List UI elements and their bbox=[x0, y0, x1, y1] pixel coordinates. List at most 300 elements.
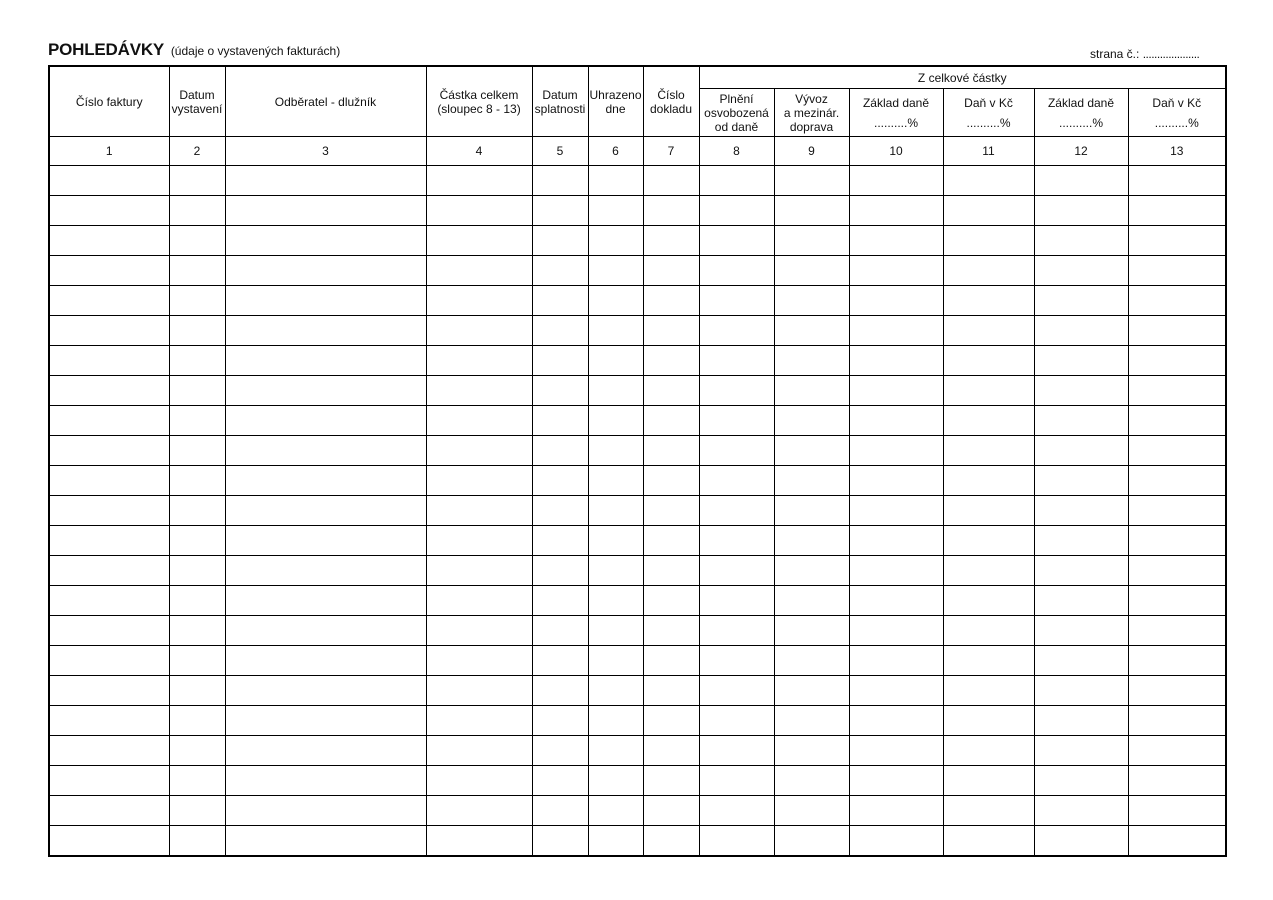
entry-cell[interactable] bbox=[943, 406, 1034, 436]
entry-cell[interactable] bbox=[49, 346, 169, 376]
entry-cell[interactable] bbox=[169, 286, 225, 316]
entry-cell[interactable] bbox=[1128, 286, 1226, 316]
entry-cell[interactable] bbox=[1034, 376, 1128, 406]
entry-cell[interactable] bbox=[426, 466, 532, 496]
entry-cell[interactable] bbox=[699, 646, 774, 676]
entry-cell[interactable] bbox=[49, 196, 169, 226]
entry-cell[interactable] bbox=[49, 166, 169, 196]
entry-cell[interactable] bbox=[699, 586, 774, 616]
entry-cell[interactable] bbox=[169, 556, 225, 586]
entry-cell[interactable] bbox=[774, 586, 849, 616]
entry-cell[interactable] bbox=[774, 316, 849, 346]
entry-cell[interactable] bbox=[49, 466, 169, 496]
entry-cell[interactable] bbox=[169, 256, 225, 286]
entry-cell[interactable] bbox=[225, 196, 426, 226]
entry-cell[interactable] bbox=[699, 526, 774, 556]
entry-cell[interactable] bbox=[1034, 646, 1128, 676]
entry-cell[interactable] bbox=[943, 706, 1034, 736]
entry-cell[interactable] bbox=[943, 796, 1034, 826]
entry-cell[interactable] bbox=[774, 496, 849, 526]
entry-cell[interactable] bbox=[699, 226, 774, 256]
entry-cell[interactable] bbox=[1128, 796, 1226, 826]
entry-cell[interactable] bbox=[532, 766, 588, 796]
entry-cell[interactable] bbox=[588, 586, 643, 616]
entry-cell[interactable] bbox=[225, 826, 426, 857]
entry-cell[interactable] bbox=[169, 466, 225, 496]
entry-cell[interactable] bbox=[774, 466, 849, 496]
entry-cell[interactable] bbox=[849, 316, 943, 346]
entry-cell[interactable] bbox=[943, 286, 1034, 316]
entry-cell[interactable] bbox=[643, 826, 699, 857]
entry-cell[interactable] bbox=[943, 316, 1034, 346]
entry-cell[interactable] bbox=[49, 706, 169, 736]
entry-cell[interactable] bbox=[699, 436, 774, 466]
entry-cell[interactable] bbox=[532, 526, 588, 556]
entry-cell[interactable] bbox=[699, 316, 774, 346]
entry-cell[interactable] bbox=[169, 616, 225, 646]
entry-cell[interactable] bbox=[774, 616, 849, 646]
entry-cell[interactable] bbox=[774, 826, 849, 857]
entry-cell[interactable] bbox=[643, 796, 699, 826]
entry-cell[interactable] bbox=[1034, 796, 1128, 826]
entry-cell[interactable] bbox=[1128, 436, 1226, 466]
entry-cell[interactable] bbox=[699, 616, 774, 646]
entry-cell[interactable] bbox=[225, 286, 426, 316]
entry-cell[interactable] bbox=[699, 706, 774, 736]
entry-cell[interactable] bbox=[774, 286, 849, 316]
entry-cell[interactable] bbox=[774, 226, 849, 256]
entry-cell[interactable] bbox=[532, 496, 588, 526]
entry-cell[interactable] bbox=[1034, 406, 1128, 436]
entry-cell[interactable] bbox=[426, 736, 532, 766]
entry-cell[interactable] bbox=[532, 556, 588, 586]
entry-cell[interactable] bbox=[169, 196, 225, 226]
entry-cell[interactable] bbox=[225, 376, 426, 406]
entry-cell[interactable] bbox=[169, 826, 225, 857]
entry-cell[interactable] bbox=[588, 466, 643, 496]
entry-cell[interactable] bbox=[588, 346, 643, 376]
entry-cell[interactable] bbox=[943, 766, 1034, 796]
entry-cell[interactable] bbox=[774, 526, 849, 556]
page-number-blank[interactable]: .................... bbox=[1142, 47, 1200, 61]
entry-cell[interactable] bbox=[169, 766, 225, 796]
entry-cell[interactable] bbox=[1034, 706, 1128, 736]
entry-cell[interactable] bbox=[588, 706, 643, 736]
entry-cell[interactable] bbox=[588, 496, 643, 526]
entry-cell[interactable] bbox=[1034, 496, 1128, 526]
entry-cell[interactable] bbox=[426, 616, 532, 646]
entry-cell[interactable] bbox=[588, 646, 643, 676]
entry-cell[interactable] bbox=[1034, 526, 1128, 556]
entry-cell[interactable] bbox=[532, 676, 588, 706]
entry-cell[interactable] bbox=[588, 676, 643, 706]
entry-cell[interactable] bbox=[643, 616, 699, 646]
entry-cell[interactable] bbox=[588, 736, 643, 766]
entry-cell[interactable] bbox=[849, 466, 943, 496]
entry-cell[interactable] bbox=[699, 196, 774, 226]
entry-cell[interactable] bbox=[532, 646, 588, 676]
entry-cell[interactable] bbox=[643, 256, 699, 286]
entry-cell[interactable] bbox=[774, 406, 849, 436]
entry-cell[interactable] bbox=[699, 556, 774, 586]
entry-cell[interactable] bbox=[1128, 226, 1226, 256]
entry-cell[interactable] bbox=[49, 316, 169, 346]
entry-cell[interactable] bbox=[588, 796, 643, 826]
entry-cell[interactable] bbox=[426, 286, 532, 316]
entry-cell[interactable] bbox=[225, 556, 426, 586]
entry-cell[interactable] bbox=[774, 256, 849, 286]
entry-cell[interactable] bbox=[643, 406, 699, 436]
entry-cell[interactable] bbox=[225, 496, 426, 526]
entry-cell[interactable] bbox=[643, 166, 699, 196]
entry-cell[interactable] bbox=[849, 286, 943, 316]
entry-cell[interactable] bbox=[643, 466, 699, 496]
entry-cell[interactable] bbox=[49, 796, 169, 826]
entry-cell[interactable] bbox=[849, 646, 943, 676]
entry-cell[interactable] bbox=[426, 796, 532, 826]
entry-cell[interactable] bbox=[943, 646, 1034, 676]
entry-cell[interactable] bbox=[643, 346, 699, 376]
entry-cell[interactable] bbox=[943, 376, 1034, 406]
rate-blank[interactable]: ..........% bbox=[966, 115, 1011, 130]
entry-cell[interactable] bbox=[532, 706, 588, 736]
entry-cell[interactable] bbox=[225, 346, 426, 376]
entry-cell[interactable] bbox=[426, 256, 532, 286]
entry-cell[interactable] bbox=[49, 646, 169, 676]
entry-cell[interactable] bbox=[1128, 256, 1226, 286]
entry-cell[interactable] bbox=[774, 646, 849, 676]
entry-cell[interactable] bbox=[225, 616, 426, 646]
entry-cell[interactable] bbox=[588, 526, 643, 556]
entry-cell[interactable] bbox=[49, 496, 169, 526]
entry-cell[interactable] bbox=[699, 466, 774, 496]
entry-cell[interactable] bbox=[49, 586, 169, 616]
entry-cell[interactable] bbox=[588, 826, 643, 857]
entry-cell[interactable] bbox=[774, 556, 849, 586]
entry-cell[interactable] bbox=[426, 706, 532, 736]
entry-cell[interactable] bbox=[643, 376, 699, 406]
entry-cell[interactable] bbox=[1034, 556, 1128, 586]
entry-cell[interactable] bbox=[169, 406, 225, 436]
entry-cell[interactable] bbox=[588, 766, 643, 796]
entry-cell[interactable] bbox=[49, 736, 169, 766]
entry-cell[interactable] bbox=[1034, 256, 1128, 286]
entry-cell[interactable] bbox=[426, 166, 532, 196]
entry-cell[interactable] bbox=[643, 736, 699, 766]
entry-cell[interactable] bbox=[225, 226, 426, 256]
entry-cell[interactable] bbox=[1034, 586, 1128, 616]
entry-cell[interactable] bbox=[1128, 166, 1226, 196]
entry-cell[interactable] bbox=[532, 406, 588, 436]
entry-cell[interactable] bbox=[849, 256, 943, 286]
entry-cell[interactable] bbox=[774, 706, 849, 736]
entry-cell[interactable] bbox=[426, 556, 532, 586]
entry-cell[interactable] bbox=[849, 586, 943, 616]
entry-cell[interactable] bbox=[849, 406, 943, 436]
entry-cell[interactable] bbox=[643, 766, 699, 796]
entry-cell[interactable] bbox=[49, 286, 169, 316]
entry-cell[interactable] bbox=[49, 526, 169, 556]
entry-cell[interactable] bbox=[943, 736, 1034, 766]
entry-cell[interactable] bbox=[225, 436, 426, 466]
entry-cell[interactable] bbox=[225, 466, 426, 496]
entry-cell[interactable] bbox=[1128, 376, 1226, 406]
entry-cell[interactable] bbox=[426, 676, 532, 706]
entry-cell[interactable] bbox=[225, 166, 426, 196]
entry-cell[interactable] bbox=[225, 676, 426, 706]
entry-cell[interactable] bbox=[849, 346, 943, 376]
entry-cell[interactable] bbox=[774, 346, 849, 376]
entry-cell[interactable] bbox=[49, 226, 169, 256]
entry-cell[interactable] bbox=[532, 166, 588, 196]
entry-cell[interactable] bbox=[426, 826, 532, 857]
entry-cell[interactable] bbox=[643, 436, 699, 466]
entry-cell[interactable] bbox=[426, 226, 532, 256]
entry-cell[interactable] bbox=[49, 256, 169, 286]
entry-cell[interactable] bbox=[943, 166, 1034, 196]
entry-cell[interactable] bbox=[643, 496, 699, 526]
entry-cell[interactable] bbox=[849, 676, 943, 706]
entry-cell[interactable] bbox=[49, 676, 169, 706]
entry-cell[interactable] bbox=[225, 256, 426, 286]
entry-cell[interactable] bbox=[426, 496, 532, 526]
entry-cell[interactable] bbox=[588, 406, 643, 436]
entry-cell[interactable] bbox=[532, 376, 588, 406]
entry-cell[interactable] bbox=[849, 826, 943, 857]
entry-cell[interactable] bbox=[426, 766, 532, 796]
entry-cell[interactable] bbox=[426, 406, 532, 436]
entry-cell[interactable] bbox=[169, 646, 225, 676]
entry-cell[interactable] bbox=[169, 436, 225, 466]
entry-cell[interactable] bbox=[1034, 346, 1128, 376]
entry-cell[interactable] bbox=[849, 226, 943, 256]
entry-cell[interactable] bbox=[588, 286, 643, 316]
entry-cell[interactable] bbox=[588, 376, 643, 406]
entry-cell[interactable] bbox=[1034, 166, 1128, 196]
entry-cell[interactable] bbox=[1128, 316, 1226, 346]
entry-cell[interactable] bbox=[426, 376, 532, 406]
entry-cell[interactable] bbox=[532, 616, 588, 646]
entry-cell[interactable] bbox=[849, 436, 943, 466]
entry-cell[interactable] bbox=[774, 676, 849, 706]
entry-cell[interactable] bbox=[774, 376, 849, 406]
entry-cell[interactable] bbox=[588, 556, 643, 586]
entry-cell[interactable] bbox=[1034, 226, 1128, 256]
entry-cell[interactable] bbox=[1128, 406, 1226, 436]
entry-cell[interactable] bbox=[849, 736, 943, 766]
entry-cell[interactable] bbox=[49, 436, 169, 466]
entry-cell[interactable] bbox=[49, 406, 169, 436]
entry-cell[interactable] bbox=[169, 676, 225, 706]
entry-cell[interactable] bbox=[943, 196, 1034, 226]
entry-cell[interactable] bbox=[225, 406, 426, 436]
entry-cell[interactable] bbox=[225, 586, 426, 616]
entry-cell[interactable] bbox=[849, 196, 943, 226]
entry-cell[interactable] bbox=[225, 736, 426, 766]
entry-cell[interactable] bbox=[49, 376, 169, 406]
entry-cell[interactable] bbox=[169, 586, 225, 616]
entry-cell[interactable] bbox=[588, 226, 643, 256]
entry-cell[interactable] bbox=[699, 676, 774, 706]
entry-cell[interactable] bbox=[532, 586, 588, 616]
entry-cell[interactable] bbox=[169, 316, 225, 346]
entry-cell[interactable] bbox=[169, 796, 225, 826]
entry-cell[interactable] bbox=[849, 556, 943, 586]
rate-blank[interactable]: ..........% bbox=[1058, 115, 1103, 130]
entry-cell[interactable] bbox=[774, 736, 849, 766]
entry-cell[interactable] bbox=[1128, 346, 1226, 376]
entry-cell[interactable] bbox=[49, 766, 169, 796]
entry-cell[interactable] bbox=[169, 166, 225, 196]
entry-cell[interactable] bbox=[1128, 646, 1226, 676]
entry-cell[interactable] bbox=[532, 286, 588, 316]
entry-cell[interactable] bbox=[588, 436, 643, 466]
entry-cell[interactable] bbox=[643, 706, 699, 736]
entry-cell[interactable] bbox=[588, 196, 643, 226]
entry-cell[interactable] bbox=[1128, 496, 1226, 526]
entry-cell[interactable] bbox=[1034, 196, 1128, 226]
entry-cell[interactable] bbox=[532, 256, 588, 286]
entry-cell[interactable] bbox=[49, 826, 169, 857]
page-number-field[interactable] bbox=[1090, 47, 1199, 61]
entry-cell[interactable] bbox=[699, 346, 774, 376]
entry-cell[interactable] bbox=[426, 196, 532, 226]
entry-cell[interactable] bbox=[169, 346, 225, 376]
entry-cell[interactable] bbox=[532, 226, 588, 256]
entry-cell[interactable] bbox=[169, 706, 225, 736]
entry-cell[interactable] bbox=[1034, 736, 1128, 766]
entry-cell[interactable] bbox=[849, 706, 943, 736]
entry-cell[interactable] bbox=[1034, 436, 1128, 466]
entry-cell[interactable] bbox=[426, 646, 532, 676]
entry-cell[interactable] bbox=[1034, 766, 1128, 796]
entry-cell[interactable] bbox=[643, 676, 699, 706]
entry-cell[interactable] bbox=[699, 796, 774, 826]
entry-cell[interactable] bbox=[849, 766, 943, 796]
entry-cell[interactable] bbox=[849, 166, 943, 196]
entry-cell[interactable] bbox=[1034, 676, 1128, 706]
entry-cell[interactable] bbox=[588, 166, 643, 196]
entry-cell[interactable] bbox=[1128, 736, 1226, 766]
entry-cell[interactable] bbox=[225, 706, 426, 736]
entry-cell[interactable] bbox=[532, 826, 588, 857]
entry-cell[interactable] bbox=[1034, 826, 1128, 857]
entry-cell[interactable] bbox=[774, 196, 849, 226]
entry-cell[interactable] bbox=[849, 526, 943, 556]
entry-cell[interactable] bbox=[943, 466, 1034, 496]
entry-cell[interactable] bbox=[699, 286, 774, 316]
entry-cell[interactable] bbox=[1128, 676, 1226, 706]
entry-cell[interactable] bbox=[943, 826, 1034, 857]
entry-cell[interactable] bbox=[225, 316, 426, 346]
entry-cell[interactable] bbox=[169, 736, 225, 766]
entry-cell[interactable] bbox=[943, 226, 1034, 256]
entry-cell[interactable] bbox=[699, 256, 774, 286]
entry-cell[interactable] bbox=[426, 346, 532, 376]
entry-cell[interactable] bbox=[169, 526, 225, 556]
entry-cell[interactable] bbox=[49, 556, 169, 586]
entry-cell[interactable] bbox=[699, 826, 774, 857]
entry-cell[interactable] bbox=[532, 316, 588, 346]
entry-cell[interactable] bbox=[426, 586, 532, 616]
entry-cell[interactable] bbox=[1128, 706, 1226, 736]
entry-cell[interactable] bbox=[1128, 196, 1226, 226]
entry-cell[interactable] bbox=[1128, 616, 1226, 646]
entry-cell[interactable] bbox=[532, 466, 588, 496]
entry-cell[interactable] bbox=[643, 556, 699, 586]
entry-cell[interactable] bbox=[849, 616, 943, 646]
entry-cell[interactable] bbox=[1034, 316, 1128, 346]
entry-cell[interactable] bbox=[643, 526, 699, 556]
entry-cell[interactable] bbox=[169, 376, 225, 406]
entry-cell[interactable] bbox=[532, 346, 588, 376]
entry-cell[interactable] bbox=[225, 646, 426, 676]
entry-cell[interactable] bbox=[426, 316, 532, 346]
entry-cell[interactable] bbox=[169, 226, 225, 256]
entry-cell[interactable] bbox=[1034, 466, 1128, 496]
entry-cell[interactable] bbox=[943, 556, 1034, 586]
entry-cell[interactable] bbox=[225, 766, 426, 796]
entry-cell[interactable] bbox=[588, 616, 643, 646]
entry-cell[interactable] bbox=[426, 436, 532, 466]
entry-cell[interactable] bbox=[943, 256, 1034, 286]
entry-cell[interactable] bbox=[1128, 586, 1226, 616]
entry-cell[interactable] bbox=[169, 496, 225, 526]
entry-cell[interactable] bbox=[1128, 556, 1226, 586]
entry-cell[interactable] bbox=[1128, 526, 1226, 556]
entry-cell[interactable] bbox=[49, 616, 169, 646]
entry-cell[interactable] bbox=[1034, 616, 1128, 646]
entry-cell[interactable] bbox=[699, 736, 774, 766]
entry-cell[interactable] bbox=[699, 766, 774, 796]
entry-cell[interactable] bbox=[943, 526, 1034, 556]
entry-cell[interactable] bbox=[643, 196, 699, 226]
entry-cell[interactable] bbox=[1128, 766, 1226, 796]
entry-cell[interactable] bbox=[774, 796, 849, 826]
entry-cell[interactable] bbox=[532, 796, 588, 826]
entry-cell[interactable] bbox=[532, 436, 588, 466]
entry-cell[interactable] bbox=[943, 346, 1034, 376]
entry-cell[interactable] bbox=[774, 436, 849, 466]
entry-cell[interactable] bbox=[943, 436, 1034, 466]
entry-cell[interactable] bbox=[1128, 826, 1226, 857]
entry-cell[interactable] bbox=[699, 496, 774, 526]
rate-blank[interactable]: ..........% bbox=[1154, 115, 1199, 130]
entry-cell[interactable] bbox=[643, 226, 699, 256]
entry-cell[interactable] bbox=[588, 316, 643, 346]
entry-cell[interactable] bbox=[588, 256, 643, 286]
entry-cell[interactable] bbox=[643, 316, 699, 346]
entry-cell[interactable] bbox=[643, 646, 699, 676]
entry-cell[interactable] bbox=[426, 526, 532, 556]
entry-cell[interactable] bbox=[943, 676, 1034, 706]
entry-cell[interactable] bbox=[699, 376, 774, 406]
entry-cell[interactable] bbox=[849, 796, 943, 826]
entry-cell[interactable] bbox=[699, 406, 774, 436]
entry-cell[interactable] bbox=[532, 196, 588, 226]
entry-cell[interactable] bbox=[643, 286, 699, 316]
entry-cell[interactable] bbox=[943, 496, 1034, 526]
entry-cell[interactable] bbox=[1128, 466, 1226, 496]
entry-cell[interactable] bbox=[225, 796, 426, 826]
entry-cell[interactable] bbox=[774, 166, 849, 196]
entry-cell[interactable] bbox=[943, 586, 1034, 616]
rate-blank[interactable]: ..........% bbox=[873, 115, 918, 130]
entry-cell[interactable] bbox=[643, 586, 699, 616]
entry-cell[interactable] bbox=[849, 496, 943, 526]
entry-cell[interactable] bbox=[849, 376, 943, 406]
entry-cell[interactable] bbox=[943, 616, 1034, 646]
